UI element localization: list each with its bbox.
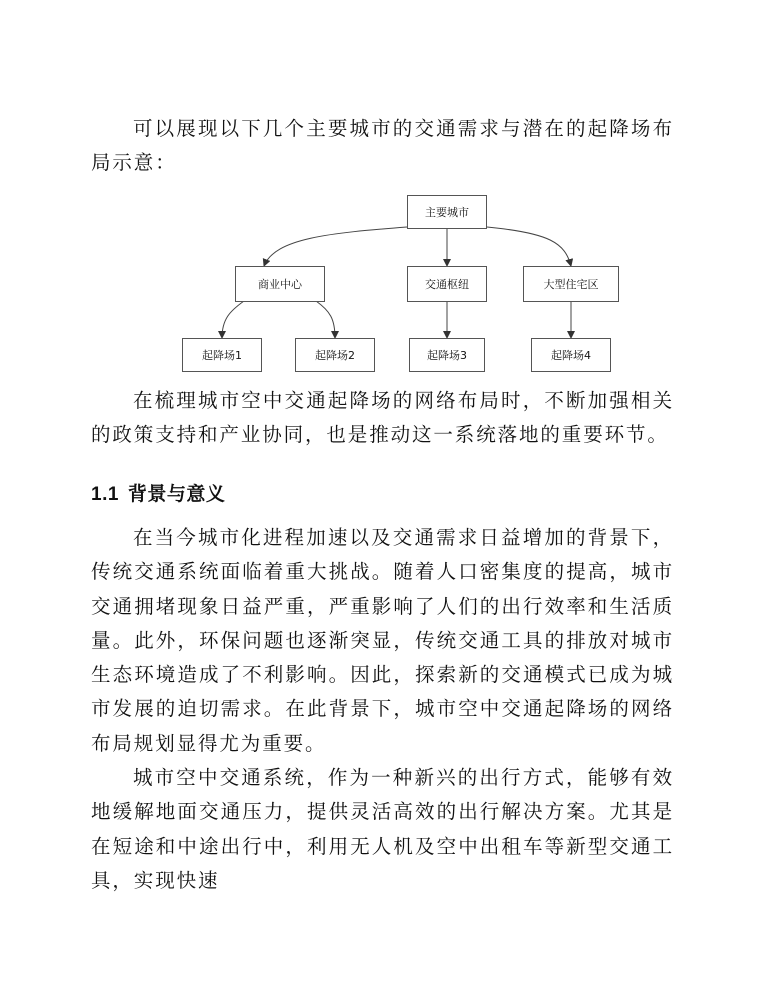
edge-root-commercial	[264, 227, 407, 266]
node-pad-3: 起降场3	[409, 338, 485, 372]
node-residential-area: 大型住宅区	[523, 266, 619, 302]
node-pad-2: 起降场2	[295, 338, 375, 372]
after-diagram-paragraph: 在梳理城市空中交通起降场的网络布局时，不断加强相关的政策支持和产业协同，也是推动这一系统落地的重要环节。	[91, 389, 674, 447]
edge-commercial-pad2	[316, 301, 335, 338]
intro-paragraph: 可以展现以下几个主要城市的交通需求与潜在的起降场布局示意：	[91, 117, 674, 175]
node-transport-hub: 交通枢纽	[407, 266, 487, 302]
edge-commercial-pad1	[222, 301, 244, 338]
node-pad-4: 起降场4	[531, 338, 611, 372]
city-hierarchy-diagram	[180, 193, 620, 375]
section-number: 1.1	[91, 484, 119, 505]
section-title: 背景与意义	[127, 483, 226, 505]
body-paragraph-2: 城市空中交通系统，作为一种新兴的出行方式，能够有效地缓解地面交通压力，提供灵活高效的出行解决方案。尤其是在短途和中途出行中，利用无人机及空中出租车等新型交通工具，实现快速	[91, 766, 674, 892]
node-pad-1: 起降场1	[182, 338, 262, 372]
node-root: 主要城市	[407, 195, 487, 229]
edge-root-residential	[487, 227, 571, 266]
node-commercial-center: 商业中心	[235, 266, 325, 302]
section-heading	[91, 480, 225, 509]
body-paragraph-1: 在当今城市化进程加速以及交通需求日益增加的背景下，传统交通系统面临着重大挑战。随着人口密集度的提高，城市交通拥堵现象日益严重，严重影响了人们的出行效率和生活质量。此外，环保问题也逐渐突显，传统交通工具的排放对城市生态环境造成了不利影响。因此，探索新的交通模式已成为城市发展的迫切需求。在此背景下，城市空中交通起降场的网络布局规划显得尤为重要。	[91, 526, 674, 755]
